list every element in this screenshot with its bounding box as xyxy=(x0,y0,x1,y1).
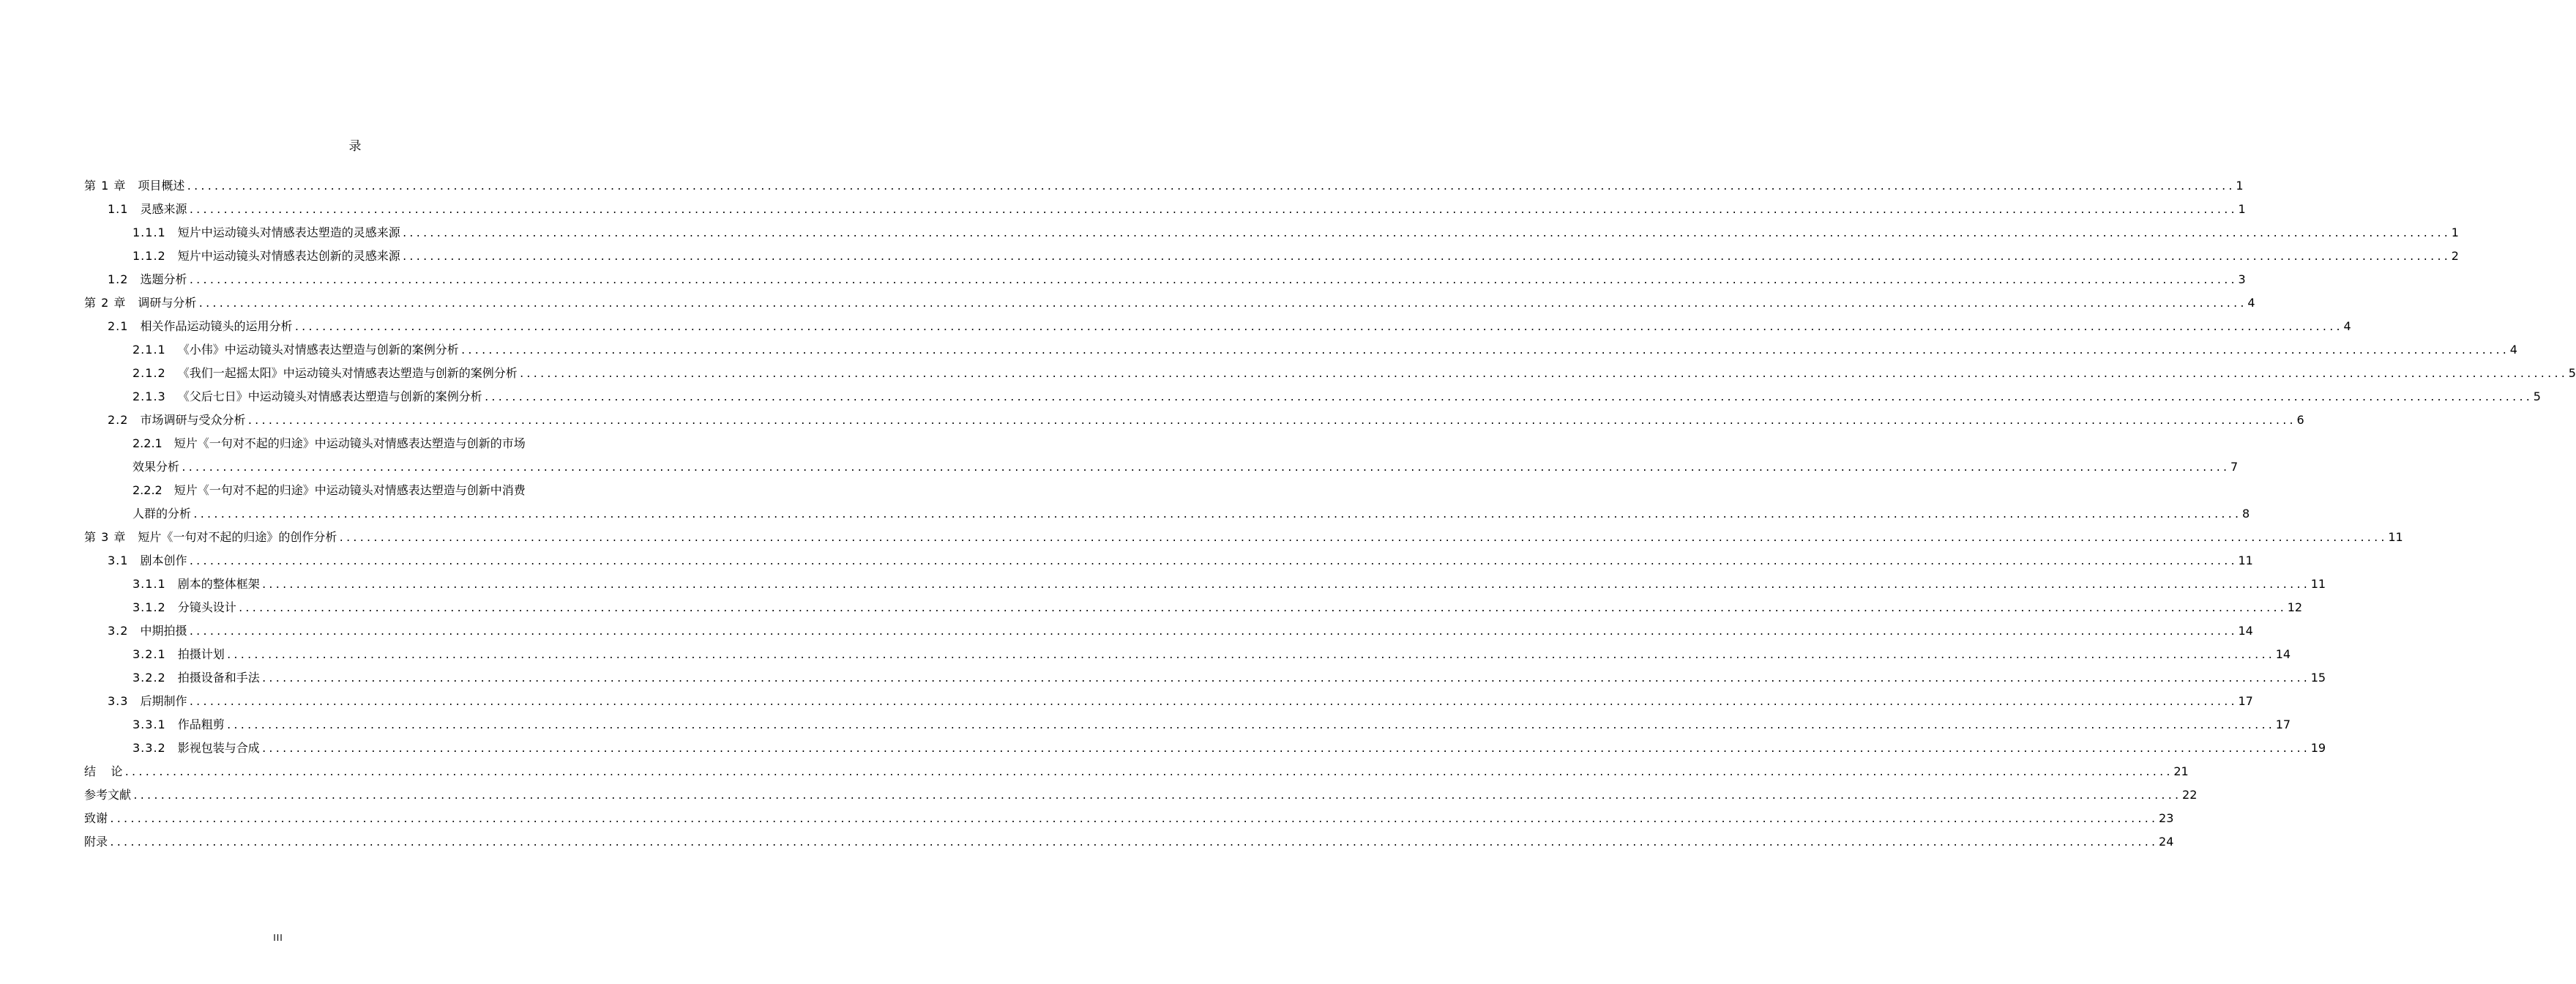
toc-entry-page: 24 xyxy=(2159,835,2174,849)
toc-entry-text: 灵感来源 xyxy=(140,202,187,216)
toc-entry[interactable] xyxy=(132,713,2291,737)
toc-entry-number: 3.3.2 xyxy=(132,741,166,755)
toc-leader-dots: ............................................................................................................................................................................................................................................................................................................ xyxy=(193,510,2241,521)
toc-leader-dots: ............................................................................................................................................................................................................................................................................................................ xyxy=(186,182,2235,193)
toc-entry-number: 2.2.1 xyxy=(132,436,163,450)
toc-entry[interactable] xyxy=(132,643,2291,666)
toc-entry[interactable] xyxy=(132,502,2250,526)
toc-entry-number: 2.1.2 xyxy=(132,366,166,380)
toc-leader-dots: ............................................................................................................................................................................................................................................................................................................ xyxy=(188,556,2237,567)
toc-entry-text: 调研与分析 xyxy=(138,296,197,310)
toc-entry-text: 短片中运动镜头对情感表达创新的灵感来源 xyxy=(177,249,400,263)
toc-entry-text: 附录 xyxy=(84,835,108,849)
toc-entry[interactable] xyxy=(108,268,2246,291)
toc-leader-dots: ............................................................................................................................................................................................................................................................................................................ xyxy=(401,252,2450,263)
toc-entry-page: 22 xyxy=(2182,788,2198,802)
toc-leader-dots: ............................................................................................................................................................................................................................................................................................................ xyxy=(198,299,2247,310)
toc-leader-dots: ............................................................................................................................................................................................................................................................................................................ xyxy=(518,369,2567,380)
toc-leader-dots: ............................................................................................................................................................................................................................................................................................................ xyxy=(261,674,2310,685)
toc-leader-dots: ............................................................................................................................................................................................................................................................................................................ xyxy=(188,697,2237,708)
toc-entry-page: 4 xyxy=(2343,319,2351,333)
toc-entry-text: 《父后七日》中运动镜头对情感表达塑造与创新的案例分析 xyxy=(177,390,482,403)
toc-entry-text: 《小伟》中运动镜头对情感表达塑造与创新的案例分析 xyxy=(177,343,459,357)
toc-leader-dots: ............................................................................................................................................................................................................................................................................................................ xyxy=(132,791,2181,802)
toc-entry-text: 参考文献 xyxy=(84,788,132,802)
toc-leader-dots: ............................................................................................................................................................................................................................................................................................................ xyxy=(225,720,2274,731)
toc-leader-dots: ............................................................................................................................................................................................................................................................................................................ xyxy=(225,650,2274,661)
toc-entry-page: 4 xyxy=(2509,343,2517,357)
toc-entry-number: 3.3.1 xyxy=(132,718,166,731)
toc-leader-dots: ............................................................................................................................................................................................................................................................................................................ xyxy=(188,275,2237,286)
toc-entry-number: 3.2 xyxy=(108,624,129,638)
toc-entry-number: 3.2.1 xyxy=(132,647,166,661)
toc-entry[interactable] xyxy=(84,783,2198,807)
toc-entry[interactable] xyxy=(132,221,2459,245)
toc-entry-number: 1.1.1 xyxy=(132,225,166,239)
toc-entry-text: 分镜头设计 xyxy=(177,600,236,614)
toc-entry-page: 3 xyxy=(2238,272,2246,286)
toc-leader-dots: ............................................................................................................................................................................................................................................................................................................ xyxy=(188,627,2237,638)
toc-entry-text: 短片《一句对不起的归途》的创作分析 xyxy=(138,530,337,544)
toc-entry-page: 2 xyxy=(2451,249,2459,263)
toc-leader-dots: ............................................................................................................................................................................................................................................................................................................ xyxy=(109,814,2158,825)
toc-leader-dots: ............................................................................................................................................................................................................................................................................................................ xyxy=(483,392,2532,403)
toc-entry-page: 8 xyxy=(2242,507,2250,521)
toc-entry[interactable] xyxy=(108,690,2253,713)
toc-entry-line[interactable] xyxy=(132,432,526,455)
toc-entry-text: 剧本的整体框架 xyxy=(177,577,260,591)
toc-leader-dots: ............................................................................................................................................................................................................................................................................................................ xyxy=(261,744,2310,755)
toc-entry-page: 11 xyxy=(2238,554,2253,567)
toc-entry-number: 3.3 xyxy=(108,694,129,708)
toc-leader-dots: ............................................................................................................................................................................................................................................................................................................ xyxy=(261,580,2310,591)
toc-entry-text: 市场调研与受众分析 xyxy=(140,413,246,427)
toc-entry[interactable] xyxy=(132,455,2239,479)
toc-entry-page: 17 xyxy=(2275,718,2291,731)
toc-entry-number: 第 2 章 xyxy=(84,296,127,310)
toc-entry[interactable] xyxy=(132,338,2517,362)
toc-entry-text: 致谢 xyxy=(84,811,108,825)
toc-entry-text-continued: 人群的分析 xyxy=(132,507,192,521)
toc-entry-number: 第 3 章 xyxy=(84,530,127,544)
toc-entry-page: 21 xyxy=(2173,764,2189,778)
toc-entry[interactable] xyxy=(108,315,2351,338)
toc-entry-text: 《我们一起摇太阳》中运动镜头对情感表达塑造与创新的案例分析 xyxy=(177,366,518,380)
toc-leader-dots: ............................................................................................................................................................................................................................................................................................................ xyxy=(188,205,2237,216)
toc-leader-dots: ............................................................................................................................................................................................................................................................................................................ xyxy=(338,533,2387,544)
toc-entry-text: 短片《一句对不起的归途》中运动镜头对情感表达塑造与创新中消费 xyxy=(173,483,526,497)
toc-entry-text: 短片中运动镜头对情感表达塑造的灵感来源 xyxy=(177,225,400,239)
toc-entry-page: 1 xyxy=(2236,179,2244,193)
toc-entry-page: 4 xyxy=(2247,296,2255,310)
toc-entry-text: 短片《一句对不起的归途》中运动镜头对情感表达塑造与创新的市场 xyxy=(173,436,526,450)
toc-entry-text: 结 论 xyxy=(84,764,123,778)
toc-entry-text: 项目概述 xyxy=(138,179,185,193)
toc-entry-text: 中期拍摄 xyxy=(140,624,187,638)
toc-entry-page: 14 xyxy=(2238,624,2253,638)
toc-entry-number: 1.1.2 xyxy=(132,249,166,263)
toc-entry[interactable] xyxy=(108,619,2253,643)
toc-entry-number: 3.1 xyxy=(108,554,129,567)
toc-entry-text: 影视包装与合成 xyxy=(177,741,260,755)
toc-entry[interactable] xyxy=(132,245,2459,268)
toc-entry-page: 7 xyxy=(2230,460,2239,474)
toc-entry-text: 拍摄计划 xyxy=(177,647,225,661)
toc-entry-text: 作品粗剪 xyxy=(177,718,225,731)
toc-entry-text: 选题分析 xyxy=(140,272,187,286)
toc-entry-page: 11 xyxy=(2310,577,2326,591)
toc-entry-number: 3.2.2 xyxy=(132,671,166,685)
toc-entry[interactable] xyxy=(132,666,2326,690)
toc-entry-page: 11 xyxy=(2388,530,2403,544)
toc-entry[interactable] xyxy=(132,362,2576,385)
toc-entry-number: 2.1.1 xyxy=(132,343,166,357)
toc-entry-page: 1 xyxy=(2238,202,2246,216)
toc-leader-dots: ............................................................................................................................................................................................................................................................................................................ xyxy=(401,228,2450,239)
toc-entry[interactable] xyxy=(84,807,2174,830)
toc-entry[interactable] xyxy=(84,760,2189,783)
toc-entry[interactable] xyxy=(108,409,2304,432)
toc-entry-page: 12 xyxy=(2287,600,2303,614)
toc-leader-dots: ............................................................................................................................................................................................................................................................................................................ xyxy=(109,838,2158,849)
toc-entry-number: 1.2 xyxy=(108,272,129,286)
toc-entry-page: 5 xyxy=(2568,366,2576,380)
toc-title: 录 xyxy=(348,139,362,154)
toc-entry[interactable] xyxy=(84,291,2255,315)
toc-entry[interactable] xyxy=(132,385,2541,409)
toc-entry-number: 第 1 章 xyxy=(84,179,127,193)
toc-entry-page: 17 xyxy=(2238,694,2253,708)
toc-entry-text: 后期制作 xyxy=(140,694,187,708)
toc-entry-page: 19 xyxy=(2310,741,2326,755)
toc-entry-number: 2.2 xyxy=(108,413,129,427)
toc-entry[interactable] xyxy=(84,830,2174,854)
toc-entry-page: 14 xyxy=(2275,647,2291,661)
toc-entry-number: 1.1 xyxy=(108,202,129,216)
toc-entry-text: 剧本创作 xyxy=(140,554,187,567)
toc-entry[interactable] xyxy=(108,198,2246,221)
toc-entry[interactable] xyxy=(108,549,2253,573)
toc-leader-dots: ............................................................................................................................................................................................................................................................................................................ xyxy=(247,416,2296,427)
toc-leader-dots: ............................................................................................................................................................................................................................................................................................................ xyxy=(237,603,2286,614)
toc-entry-number: 3.1.2 xyxy=(132,600,166,614)
toc-leader-dots: ............................................................................................................................................................................................................................................................................................................ xyxy=(294,322,2342,333)
toc-entry-text: 相关作品运动镜头的运用分析 xyxy=(140,319,293,333)
toc-leader-dots: ............................................................................................................................................................................................................................................................................................................ xyxy=(181,463,2230,474)
toc-entry-page: 23 xyxy=(2159,811,2174,825)
page-number-footer: III xyxy=(273,933,283,943)
toc-entry[interactable] xyxy=(132,573,2326,596)
toc-leader-dots: ............................................................................................................................................................................................................................................................................................................ xyxy=(124,767,2173,778)
toc-entry-page: 6 xyxy=(2296,413,2304,427)
toc-entry-page: 5 xyxy=(2533,390,2541,403)
toc-entry-page: 1 xyxy=(2451,225,2459,239)
toc-entry-page: 15 xyxy=(2310,671,2326,685)
toc-entry-text: 拍摄设备和手法 xyxy=(177,671,260,685)
toc-entry-number: 2.2.2 xyxy=(132,483,163,497)
toc-entry[interactable] xyxy=(132,596,2303,619)
toc-entry-line[interactable] xyxy=(132,479,526,502)
toc-entry-text-continued: 效果分析 xyxy=(132,460,180,474)
toc-entry[interactable] xyxy=(84,526,2403,549)
toc-entry-number: 3.1.1 xyxy=(132,577,166,591)
toc-leader-dots: ............................................................................................................................................................................................................................................................................................................ xyxy=(460,346,2509,357)
toc-entry-number: 2.1 xyxy=(108,319,129,333)
toc-entry-number: 2.1.3 xyxy=(132,390,166,403)
toc-entry[interactable] xyxy=(84,174,2244,198)
toc-entry[interactable] xyxy=(132,737,2326,760)
